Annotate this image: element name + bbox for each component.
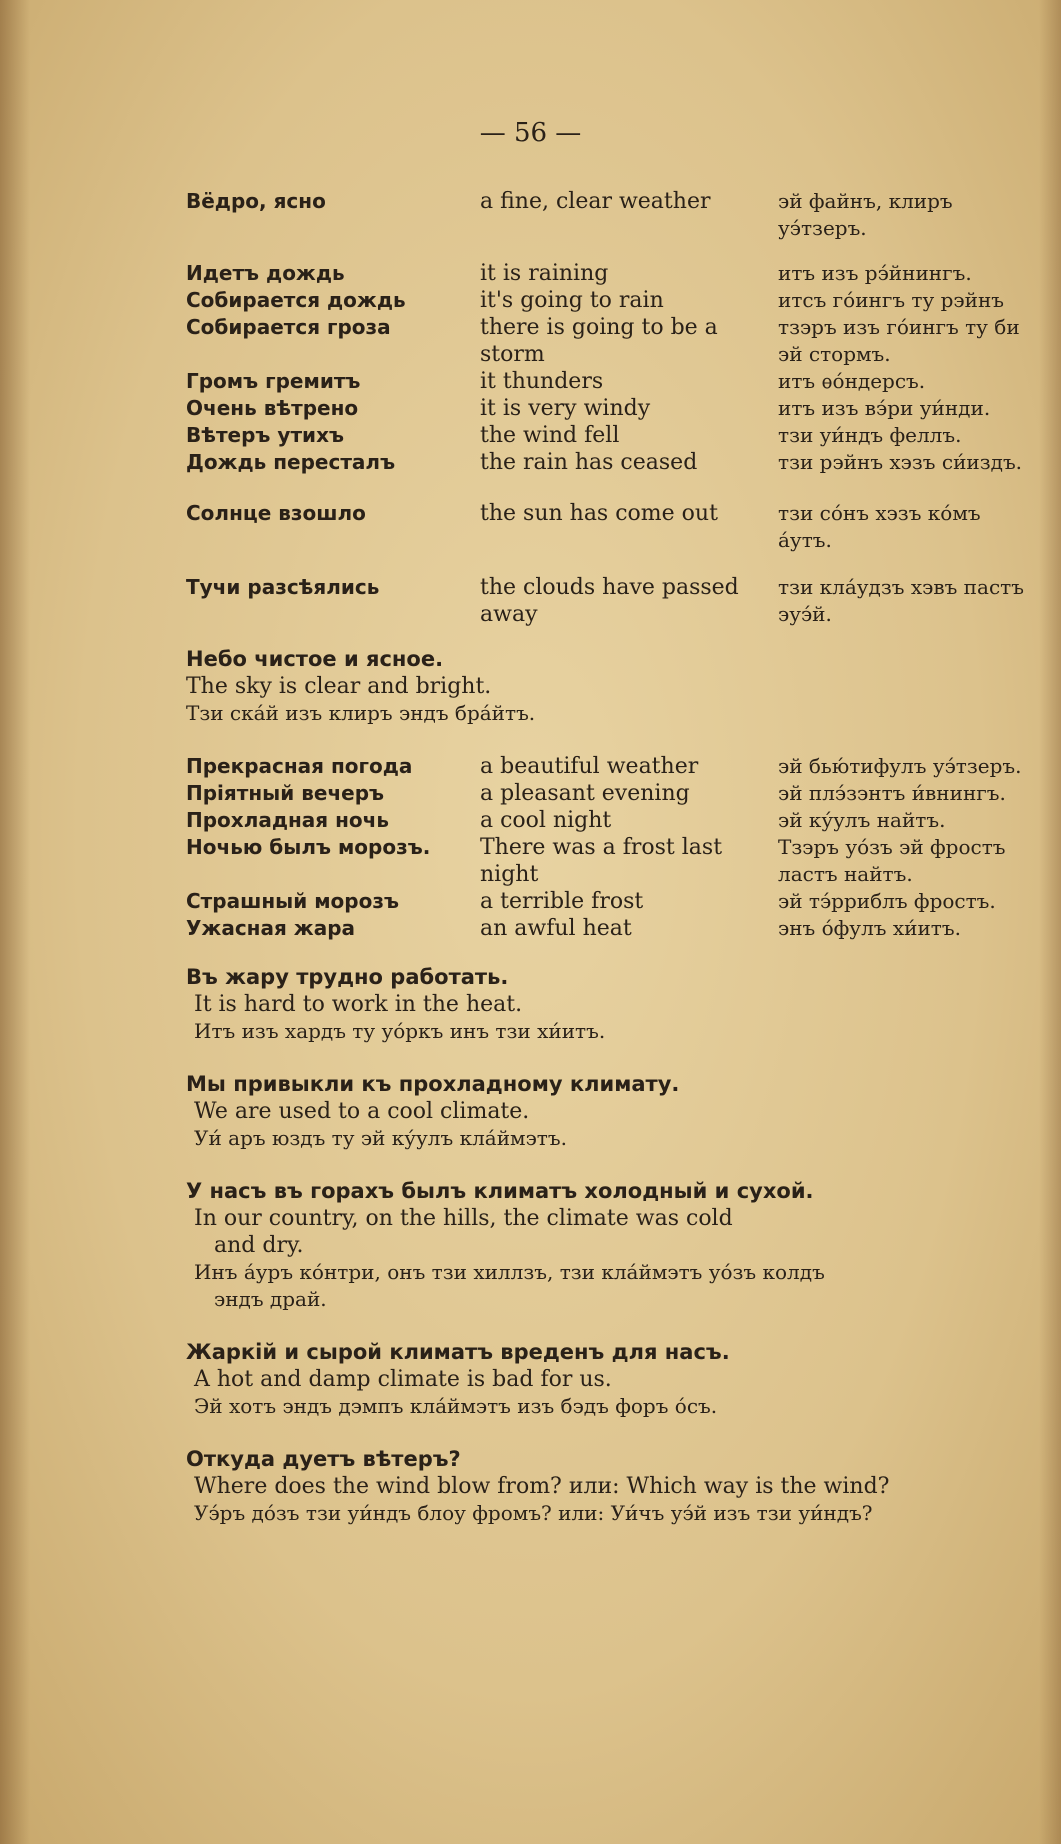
- phrase-english: Where does the wind blow from? или: Which way is the wind?: [194, 1474, 890, 1499]
- vocab-table-2: [186, 753, 1036, 942]
- russian-term: Громъ гремитъ: [186, 369, 361, 393]
- vocab-row: [186, 834, 1036, 888]
- transcription: тзи кла́удзъ хэвъ пастъ эуэ́й.: [778, 575, 1024, 626]
- transcription: тзэръ изъ го́ингъ ту би эй стормъ.: [778, 315, 1020, 366]
- page-content: [186, 188, 1036, 1527]
- phrase-block: [186, 964, 1036, 1045]
- transcription: итъ изъ рэ́йнингъ.: [778, 261, 972, 285]
- phrase-transcription-cont: эндъ драй.: [214, 1287, 327, 1311]
- english-term: it is raining: [480, 261, 609, 286]
- english-term: the clouds have passed away: [480, 575, 739, 627]
- vocab-row: [186, 368, 1036, 395]
- vocab-row: [186, 888, 1036, 915]
- russian-term: Собирается гроза: [186, 315, 391, 339]
- phrase-russian: Въ жару трудно работать.: [186, 965, 509, 989]
- phrase-english: We are used to a cool climate.: [194, 1099, 530, 1124]
- phrase-russian: У насъ въ горахъ былъ климатъ холодный и сухой.: [186, 1179, 814, 1203]
- transcription: тзи рэйнъ хэзъ си́издъ.: [778, 450, 1023, 474]
- russian-term: Идетъ дождь: [186, 261, 345, 285]
- english-term: the wind fell: [480, 423, 620, 448]
- transcription: Тзэръ уо́зъ эй фростъ ластъ найтъ.: [778, 835, 1006, 886]
- transcription: эй тэ́рриблъ фростъ.: [778, 889, 996, 913]
- russian-term: Тучи разсѣялись: [186, 575, 380, 599]
- transcription: энъ о́фулъ хи́итъ.: [778, 916, 961, 940]
- vocab-row: [186, 314, 1036, 368]
- phrase-transcription: Уи́ аръ юздъ ту эй ку́улъ кла́ймэтъ.: [194, 1126, 567, 1150]
- phrase-list: [186, 964, 1036, 1527]
- phrase-russian: Откуда дуетъ вѣтеръ?: [186, 1447, 461, 1471]
- english-term: it is very windy: [480, 396, 651, 421]
- russian-term: Пріятный вечеръ: [186, 781, 385, 805]
- english-term: it's going to rain: [480, 288, 664, 313]
- english-term: a pleasant evening: [480, 781, 690, 806]
- transcription: эй бью́тифулъ уэ́тзеръ.: [778, 754, 1022, 778]
- transcription: тзи со́нъ хэзъ ко́мъ а́утъ.: [778, 501, 981, 552]
- vocab-row: [186, 449, 1036, 476]
- phrase-russian: Мы привыкли къ прохладному климату.: [186, 1072, 680, 1096]
- english-term: There was a frost last night: [480, 835, 723, 887]
- phrase-transcription: Тзи ска́й изъ клиръ эндъ бра́йтъ.: [186, 701, 536, 725]
- phrase-english: The sky is clear and bright.: [186, 674, 492, 699]
- english-term: a fine, clear weather: [480, 189, 711, 214]
- english-term: an awful heat: [480, 916, 632, 941]
- page-number: — 56 —: [479, 118, 582, 148]
- transcription: эй ку́улъ найтъ.: [778, 808, 946, 832]
- vocab-row: [186, 287, 1036, 314]
- transcription: тзи уи́ндъ феллъ.: [778, 423, 962, 447]
- vocab-row: [186, 915, 1036, 942]
- russian-term: Ночью былъ морозъ.: [186, 835, 431, 859]
- phrase-transcription: Уэ́ръ до́зъ тзи уи́ндъ блоу фромъ? или: Уи́чъ уэ́й изъ тзи уи́ндъ?: [194, 1501, 873, 1525]
- vocab-row: [186, 395, 1036, 422]
- vocab-row: [186, 753, 1036, 780]
- russian-term: Ужасная жара: [186, 916, 356, 940]
- phrase-transcription: Итъ изъ хардъ ту уо́ркъ инъ тзи хи́итъ.: [194, 1019, 606, 1043]
- english-term: a terrible frost: [480, 889, 644, 914]
- vocab-row: [186, 422, 1036, 449]
- vocab-table-1: [186, 188, 1036, 628]
- vocab-row: [186, 574, 1036, 628]
- vocab-row: [186, 260, 1036, 287]
- english-term: a cool night: [480, 808, 612, 833]
- vocab-row: [186, 780, 1036, 807]
- russian-term: Очень вѣтрено: [186, 396, 359, 420]
- phrase-block: [186, 1178, 1036, 1313]
- russian-term: Страшный морозъ: [186, 889, 399, 913]
- english-term: the rain has ceased: [480, 450, 698, 475]
- phrase-russian: Жаркій и сырой климатъ вреденъ для насъ.: [186, 1340, 730, 1364]
- transcription: итсъ го́ингъ ту рэйнъ: [778, 288, 1004, 312]
- phrase-sky: [186, 646, 1036, 727]
- phrase-block: [186, 1071, 1036, 1152]
- transcription: эй файнъ, клиръ уэ́тзеръ.: [778, 189, 953, 240]
- transcription: итъ ѳо́ндерсъ.: [778, 369, 926, 393]
- vocab-row: [186, 500, 1036, 554]
- russian-term: Вёдро, ясно: [186, 189, 326, 213]
- russian-term: Собирается дождь: [186, 288, 406, 312]
- russian-term: Солнце взошло: [186, 501, 366, 525]
- transcription: эй плэ́зэнтъ и́внингъ.: [778, 781, 1006, 805]
- russian-term: Прекрасная погода: [186, 754, 413, 778]
- phrase-block: [186, 1446, 1036, 1527]
- phrase-transcription: Инъ а́уръ ко́нтри, онъ тзи хиллзъ, тзи кла́ймэтъ уо́зъ колдъ: [194, 1260, 825, 1284]
- phrase-block: [186, 1339, 1036, 1420]
- phrase-russian: Небо чистое и ясное.: [186, 647, 444, 671]
- english-term: a beautiful weather: [480, 754, 699, 779]
- english-term: it thunders: [480, 369, 604, 394]
- english-term: the sun has come out: [480, 501, 718, 526]
- vocab-row: [186, 188, 1036, 242]
- russian-term: Прохладная ночь: [186, 808, 390, 832]
- vocab-row: [186, 807, 1036, 834]
- phrase-english-cont: and dry.: [214, 1233, 304, 1258]
- phrase-transcription: Эй хотъ эндъ дэмпъ кла́ймэтъ изъ бэдъ форъ о́съ.: [194, 1394, 718, 1418]
- russian-term: Дождь пересталъ: [186, 450, 396, 474]
- transcription: итъ изъ вэ́ри уи́нди.: [778, 396, 991, 420]
- phrase-english: In our country, on the hills, the climate was cold: [194, 1206, 733, 1231]
- phrase-english: A hot and damp climate is bad for us.: [194, 1367, 612, 1392]
- russian-term: Вѣтеръ утихъ: [186, 423, 344, 447]
- phrase-english: It is hard to work in the heat.: [194, 992, 523, 1017]
- english-term: there is going to be a storm: [480, 315, 718, 367]
